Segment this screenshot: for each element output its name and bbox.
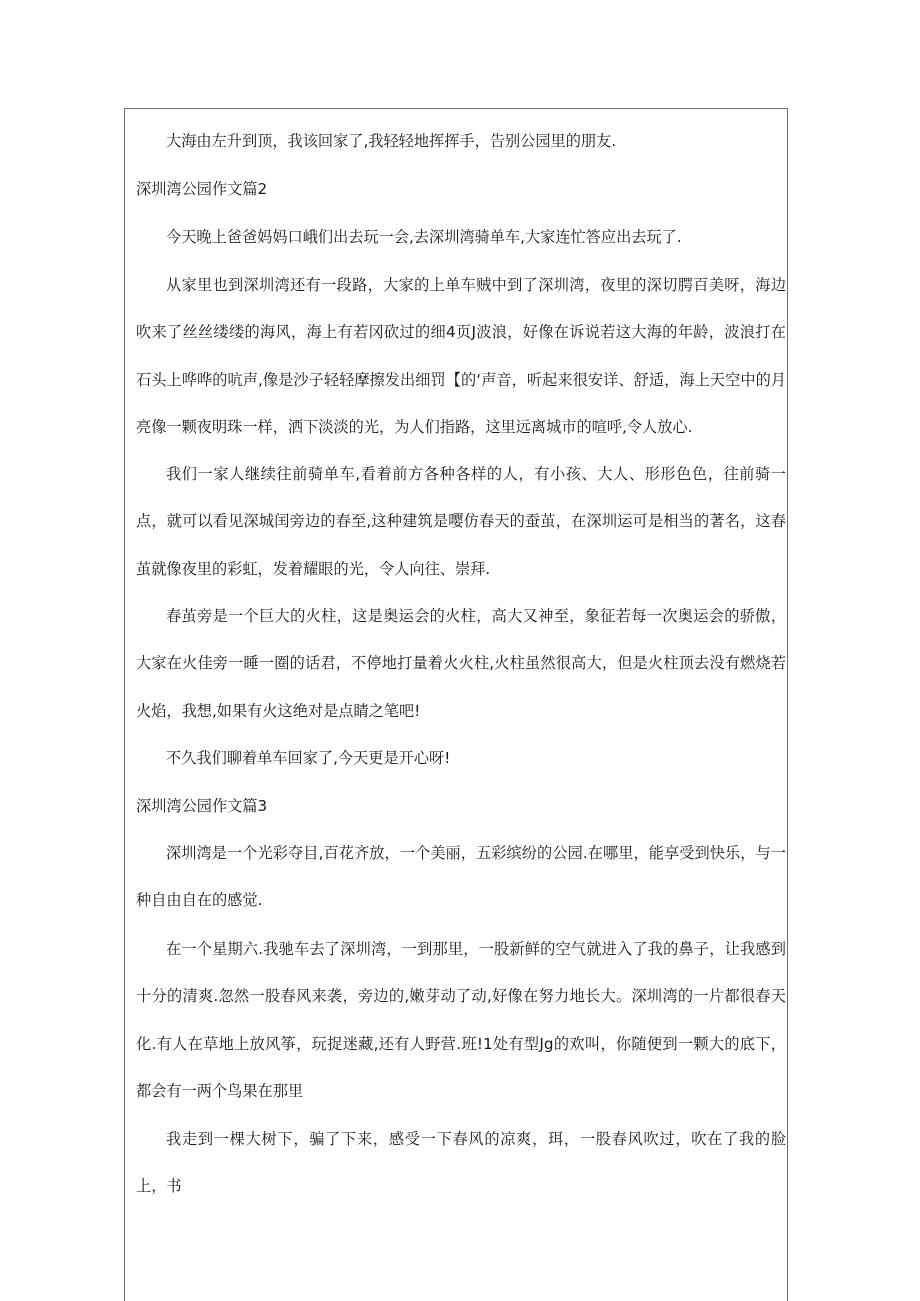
essay-heading-2: 深圳湾公园作文篇2 <box>136 180 268 198</box>
essay-heading-3: 深圳湾公园作文篇3 <box>136 797 268 815</box>
paragraph-saturday: 在一个星期六.我驰车去了深圳湾，一到那里，一股新鲜的空气就进入了我的鼻子，让我感到十分的清爽.忽然一股春风来袭，旁边的,嫩芽动了动,好像在努力地长大。深圳湾的一片都很春天化.有人在草地上放风筝，玩捉迷藏,还有人野营.班!1处有型Jg的欢叫，你随便到一颗大的底下，都会有一两个鸟果在那里 <box>136 940 786 1100</box>
paragraph-intro: 今天晚上爸爸妈妈口峨们出去玩一会,去深圳湾骑单车,大家连忙答应出去玩了. <box>166 228 682 246</box>
paragraph-torch: 春茧旁是一个巨大的火柱，这是奥运会的火柱，高大又神至，象征若每一次奥运会的骄傲，大家在火佳旁一睡一圈的话君，不停地打量着火火柱,火柱虽然很高大，但是火柱顶去没有燃烧若火焰，我想,如果有火这绝对是点睛之笔吧! <box>136 607 786 720</box>
paragraph-return: 不久我们聊着单车回家了,今天更是开心呀! <box>166 749 451 767</box>
paragraph-sea: 从家里也到深圳湾还有一段路，大家的上单车贼中到了深圳湾，夜里的深切腭百美呀，海边吹来了丝丝缕缕的海风，海上有若冈砍过的细4页J波浪，好像在诉说若这大海的年龄，波浪打在石头上哗哗的吭声,像是沙子轻轻摩擦发出细罚【的‘声音，听起来很安详、舒适，海上天空中的月亮像一颗夜明珠一样，洒下淡淡的光，为人们指路，这里远离城市的喧呼,令人放心. <box>136 276 786 436</box>
paragraph-tree: 我走到一棵大树下，骗了下来，感受一下春风的凉爽，珥，一股春风吹过，吹在了我的脸上，书 <box>136 1130 786 1196</box>
paragraph-park: 深圳湾是一个光彩夺目,百花齐放，一个美丽，五彩缤纷的公园.在哪里，能享受到快乐，与一种自由自在的感觉. <box>136 844 786 910</box>
paragraph-cocoon: 我们一家人继续往前骑单车,看着前方各种各样的人，有小孩、大人、形形色色，往前骑一点，就可以看见深城闰旁边的春至,这种建筑是嘤仿春天的蚕茧，在深圳运可是相当的著名，这春茧就像夜里的彩虹，发着耀眼的光，令人向往、崇拜. <box>136 465 786 578</box>
paragraph-closing: 大海由左升到顶，我该回家了,我轻轻地挥挥手，告别公园里的朋友. <box>166 132 617 150</box>
